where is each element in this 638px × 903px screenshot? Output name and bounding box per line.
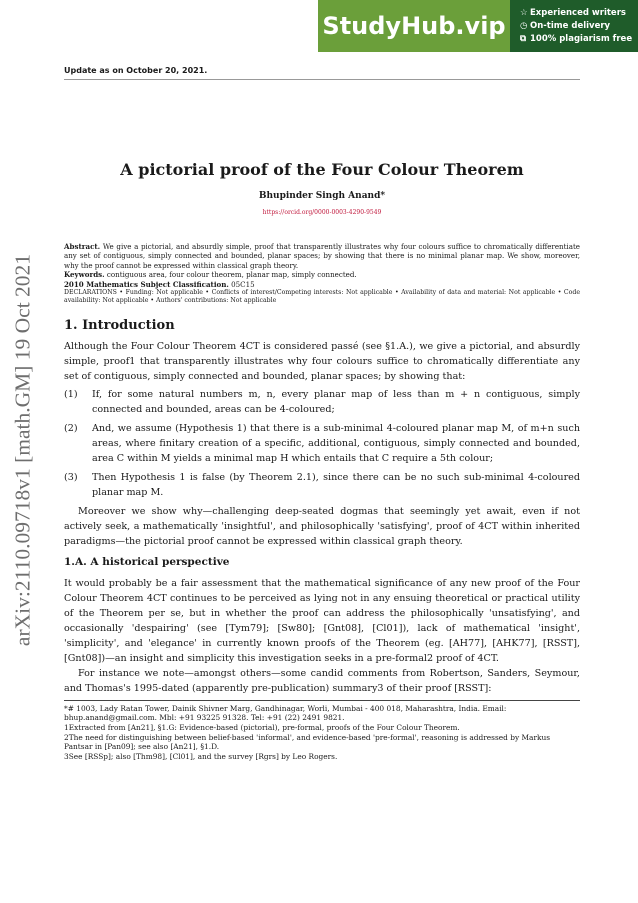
banner-feature: ⧉ 100% plagiarism free <box>520 33 633 44</box>
footnote: 2The need for distinguishing between belief-based 'informal', and evidence-based 'pre-formal', reasoning is addressed by Markus Pantsar in [Pan09]; see also [An21], §1.D. <box>64 732 551 752</box>
arxiv-stamp: arXiv:2110.09718v1 [math.GM] 19 Oct 2021 <box>10 253 35 647</box>
proof-steps-list <box>64 387 580 500</box>
paper-title: A pictorial proof of the Four Colour Theorem <box>120 160 524 179</box>
list-item: (1) If, for some natural numbers m, n, every planar map of less than m + n contiguous, simply connected and bounded, areas can be 4-coloured; <box>64 388 580 415</box>
footnote: 3See [RSSp]; also [Thm98], [Cl01], and the survey [Rgrs] by Leo Rogers. <box>64 751 338 761</box>
list-item: (3) Then Hypothesis 1 is false (by Theorem 2.1), since there can be no such sub-minimal 4-coloured planar map M. <box>64 471 580 498</box>
star-icon: ☆ <box>520 7 528 18</box>
footnote: 1Extracted from [An21], §1.G: Evidence-based (pictorial), pre-formal, proofs of the Four Colour Theorem. <box>64 723 460 733</box>
msc-code: 05C15 <box>231 279 255 289</box>
update-note: Update as on October 20, 2021. <box>64 66 208 75</box>
abstract-text: We give a pictorial, and absurdly simple, proof that transparently illustrates why four colours suffice to chromatically differentiate any set of contiguous, simply connected and bounded, planar spaces; by showing that there is no minimal planar map. We show, moreover, why the proof cannot be expressed within classical graph theory. <box>64 242 580 270</box>
author-name: Bhupinder Singh Anand* <box>258 191 386 201</box>
declarations: DECLARATIONS • Funding: Not applicable • Conflicts of interest/Competing interests: Not applicable • Availability of data and material: Not applicable • Code availability: Not applicable • Authors' contributions: Not applicable <box>64 289 580 305</box>
section-title: 1. Introduction <box>64 317 175 333</box>
keywords-text: contiguous area, four colour theorem, planar map, simply connected. <box>106 270 357 280</box>
footnotes <box>64 700 580 762</box>
subsection-title: 1.A. A historical perspective <box>64 555 230 568</box>
footnote: *# 1003, Lady Ratan Tower, Dainik Shivner Marg, Gandhinagar, Worli, Mumbai - 400 018, Maharashtra, India. Email: bhup.anand@gmail.com. Mbl: +91 93225 91328. Tel: +91 (22) 2491 9821. <box>64 703 507 723</box>
keywords-label: Keywords. <box>64 270 105 280</box>
paper-page <box>64 66 580 761</box>
clock-icon: ◷ <box>520 20 528 31</box>
msc-label: 2010 Mathematics Subject Classification. <box>64 279 229 289</box>
banner-feature: ☆ Experienced writers <box>520 7 626 18</box>
abstract-block <box>64 242 580 306</box>
list-item: (2) And, we assume (Hypothesis 1) that there is a sub-minimal 4-coloured planar map M, of m+n such areas, where finitary creation of a specific, additional, contiguous, simply connected and bounded, area C within M yields a minimal map H which entails that C require a 5th colour; <box>64 422 580 464</box>
intro-paragraph: Although the Four Colour Theorem 4CT is considered passé (see §1.A.), we give a pictorial, and absurdly simple, proof1 that transparently illustrates why four colours suffice to chromatically differentiate any set of contiguous, simply connected and bounded, planar spaces; by showing that: <box>64 340 580 382</box>
comments-paragraph: For instance we note—amongst others—some candid comments from Robertson, Sanders, Seymour, and Thomas's 1995-dated (apparently pre-publication) summary3 of their proof [RSST]: <box>64 667 580 694</box>
header-rule <box>64 79 580 80</box>
moreover-paragraph: Moreover we show why—challenging deep-seated dogmas that seemingly yet await, even if not actively seek, a mathematically 'insightful', and philosophically 'satisfying', proof of 4CT within inherited paradigms—the pictorial proof cannot be expressed within classical graph theory. <box>64 505 580 547</box>
banner-features <box>520 7 632 46</box>
section-body <box>64 339 580 696</box>
ad-banner[interactable] <box>318 0 638 52</box>
banner-feature: ◷ On-time delivery <box>520 20 611 31</box>
banner-brand[interactable]: StudyHub.vip <box>318 0 510 52</box>
copy-icon: ⧉ <box>520 33 527 44</box>
history-paragraph: It would probably be a fair assessment that the mathematical significance of any new proof of the Four Colour Theorem 4CT continues to be perceived as lying not in any ensuing theoretical or practical utility of the Theorem per se, but in whether the proof can address the philosophically 'unsatisfying', and occasionally 'despairing' (see [Tym79]; [Sw80]; [Gnt08], [Cl01]), lack of mathematical 'insight', 'simplicity', and 'elegance' in currently known proofs of the Theorem (eg. [AH77], [AHK77], [RSST], [Gnt08])—an insight and simplicity this investigation seeks in a pre-formal2 proof of 4CT. <box>64 577 580 664</box>
orcid-link[interactable]: https://orcid.org/0000-0003-4290-9549 <box>262 209 382 216</box>
abstract-label: Abstract. <box>64 242 101 251</box>
